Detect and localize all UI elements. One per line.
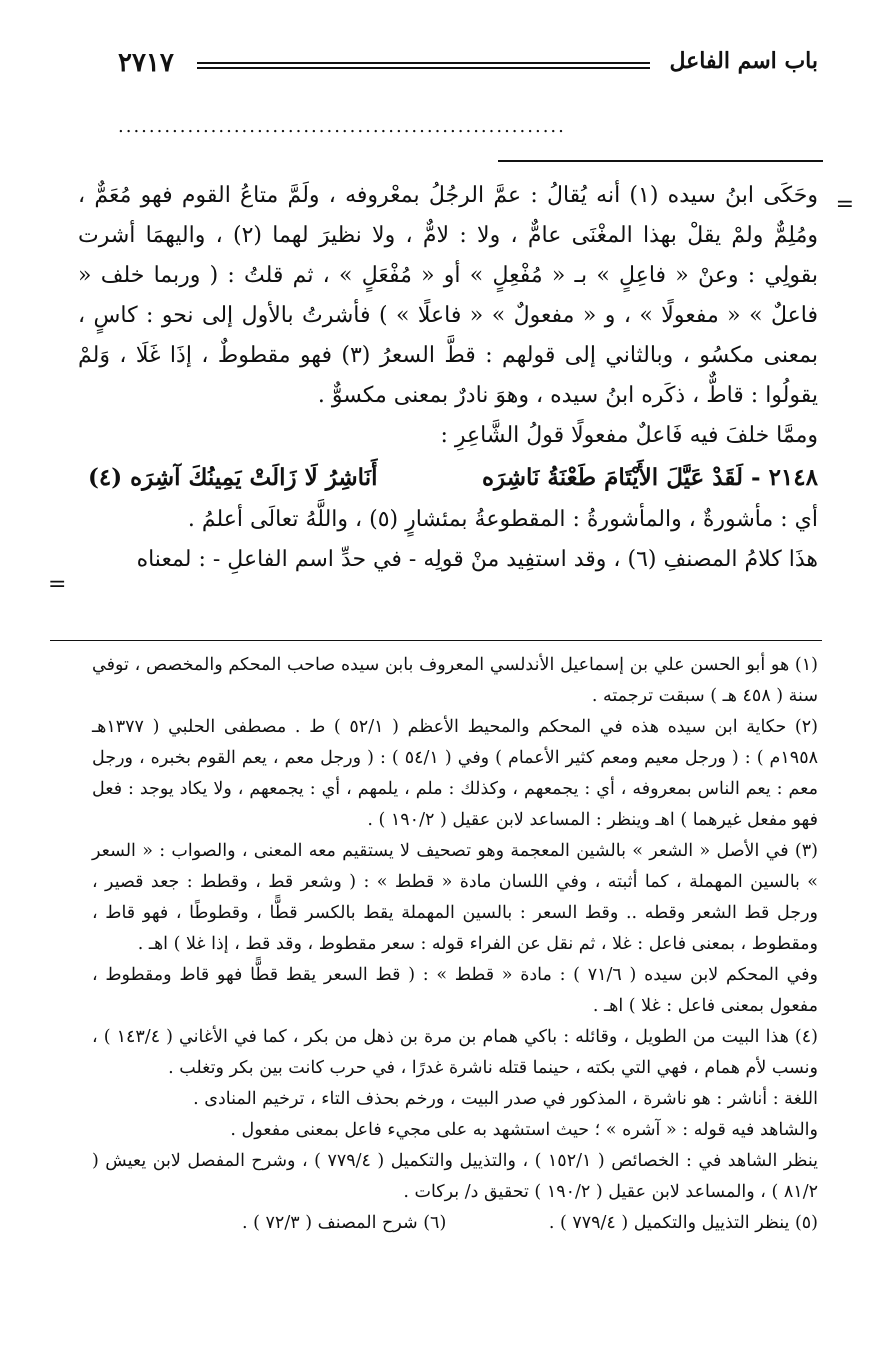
footnote: (٦) شرح المصنف ( ٧٢/٣ ) . bbox=[242, 1213, 447, 1233]
footnote-continuation: ينظر الشاهد في : الخصائص ( ١٥٢/١ ) ، والتذييل والتكميل ( ٧٧٩/٤ ) ، وشرح المفصل لابن يعيش ( ٨١/٢ ) ، والمساعد لابن عقيل ( ١٩٠/٢ ) تحقيق د/ بركات . bbox=[92, 1151, 819, 1202]
footnote: (٢) حكاية ابن سيده هذه في المحكم والمحيط الأعظم ( ٥٢/١ ) ط . مصطفى الحلبي ( ١٣٧٧هـ ١٩٥٨م ) : ( ورجل معيم ومعم كثير الأعمام ) وفي ( ٥٤/١ ) : ( ورجل معم ، يعم القوم بخبره ، ورجل معم : يعم الناس بمعروفه ، أي : يجمعهم ، وكذلك : ملم ، يلمهم ، أي : يجمعهم ، ولا يكاد يوجد : فعل فهو مفعل غيرهما ) اهـ وينظر : المساعد لابن عقيل ( ١٩٠/٢ ) . bbox=[92, 717, 818, 830]
footnote: (٣) في الأصل « الشعر » بالشين المعجمة وهو تصحيف لا يستقيم معه المعنى ، والصواب : « السعر » بالسين المهملة ، كما أثبته ، وفي اللسان مادة « قطط » : ( وشعر قط ، وقطط : جعد قصير ، ورجل قط الشعر وقطه .. وقط السعر : بالسين المهملة يقط بالكسر قطًّا ، وقطوطًا ، فهو قاط ، ومقطوط ، بمعنى فاعل : غلا ، ثم نقل عن الفراء قوله : سعر مقطوط ، وقد قط ، إذا غلا ) اهـ . bbox=[92, 841, 818, 954]
verse-hemistich-second: أَنَاشِرُ لَا زَالَتْ يَمِينُكَ آشِرَه (٤) bbox=[87, 464, 378, 491]
page-header bbox=[100, 48, 818, 88]
chapter-title: باب اسم الفاعل bbox=[669, 48, 818, 74]
footnote-continuation: وفي المحكم لابن سيده ( ٧١/٦ ) : مادة « قطط » : ( قط السعر يقط قطًّا فهو قاط ومقطوط ، مفعول بمعنى فاعل : غلا ) اهـ . bbox=[92, 965, 818, 1016]
main-paragraph: أي : مأشورةٌ ، والمأشورةُ : المقطوعةُ بمئشارٍ (٥) ، واللَّهُ تعالَى أعلمُ . bbox=[187, 507, 818, 532]
footnote-row bbox=[92, 1208, 818, 1239]
page-number: ٢٧١٧ bbox=[118, 48, 174, 78]
continuation-marker-start: = bbox=[835, 192, 854, 217]
dotted-separator: .......................................................... bbox=[118, 116, 566, 137]
footnote-continuation: والشاهد فيه قوله : « آشره » ؛ حيث استشهد به على مجيء فاعل بمعنى مفعول . bbox=[230, 1120, 818, 1140]
verse-number: ٢١٤٨ - bbox=[751, 464, 818, 491]
continuation-marker-end: = bbox=[48, 572, 67, 597]
main-paragraph: هذَا كلامُ المصنفِ (٦) ، وقد استفِيد منْ قولِه - في حدِّ اسم الفاعلِ - : لمعناه bbox=[136, 547, 818, 572]
footnote: (٤) هذا البيت من الطويل ، وقائله : باكي همام بن مرة بن ذهل من بكر ، كما في الأغاني ( ١٤٣/٤ ) ، ونسب لأم همام ، فهي التي بكته ، حينما قتله ناشرة غدرًا ، في حرب كانت بين بكر وتغلب . bbox=[92, 1027, 818, 1078]
main-text bbox=[78, 176, 818, 580]
header-double-rule bbox=[197, 62, 650, 69]
main-paragraph: وممَّا خلفَ فيه فَاعلٌ مفعولًا قولُ الشَّاعِرِ : bbox=[440, 423, 818, 448]
footnote: (١) هو أبو الحسن علي بن إسماعيل الأندلسي المعروف بابن سيده صاحب المحكم والمخصص ، توفي سنة ( ٤٥٨ هـ ) سبقت ترجمته . bbox=[92, 655, 818, 706]
footnotes bbox=[92, 650, 818, 1239]
footnote-continuation: اللغة : أناشر : هو ناشرة ، المذكور في صدر البيت ، ورخم بحذف التاء ، ترخيم المنادى . bbox=[193, 1089, 818, 1109]
main-paragraph: وحَكَى ابنُ سيده (١) أنه يُقالُ : عمَّ الرجُلُ بمعْروفه ، ولَمَّ متاعُ القوم فهو مُعَمٌّ ، ومُلِمٌّ ولمْ يقلْ بهذا المغْنَى عامٌّ ، ولا : لامٌّ ، ولا نظيرَ لهما (٢) ، واليهمَا أشرت بقولِي : وعنْ « فاعِلٍ » بـ « مُفْعِلٍ » أو « مُفْعَلٍ » ، ثم قلتُ : ( وربما خلف « فاعلٌ » « مفعولًا » ، و « مفعولٌ » « فاعلًا » ) فأشرتُ بالأول إلى نحو : كاسٍ ، بمعنى مكسُو ، وبالثاني إلى قولهم : قطَّ السعرُ (٣) فهو مقطوطٌ ، إذَا غَلَا ، وَلمْ يقولُوا : قاطٌّ ، ذكَره ابنُ سيده ، وهوَ نادرٌ بمعنى مكسوٌّ . bbox=[78, 183, 818, 408]
section-separator bbox=[498, 160, 823, 162]
verse-hemistich-first: لَقَدْ عَيَّلَ الأَيْتَامَ طَعْنَةُ نَاشِرَه bbox=[481, 464, 744, 491]
footnote: (٥) ينظر التذييل والتكميل ( ٧٧٩/٤ ) . bbox=[548, 1213, 818, 1233]
footnote-rule bbox=[50, 640, 822, 641]
poetry-verse bbox=[78, 456, 818, 500]
